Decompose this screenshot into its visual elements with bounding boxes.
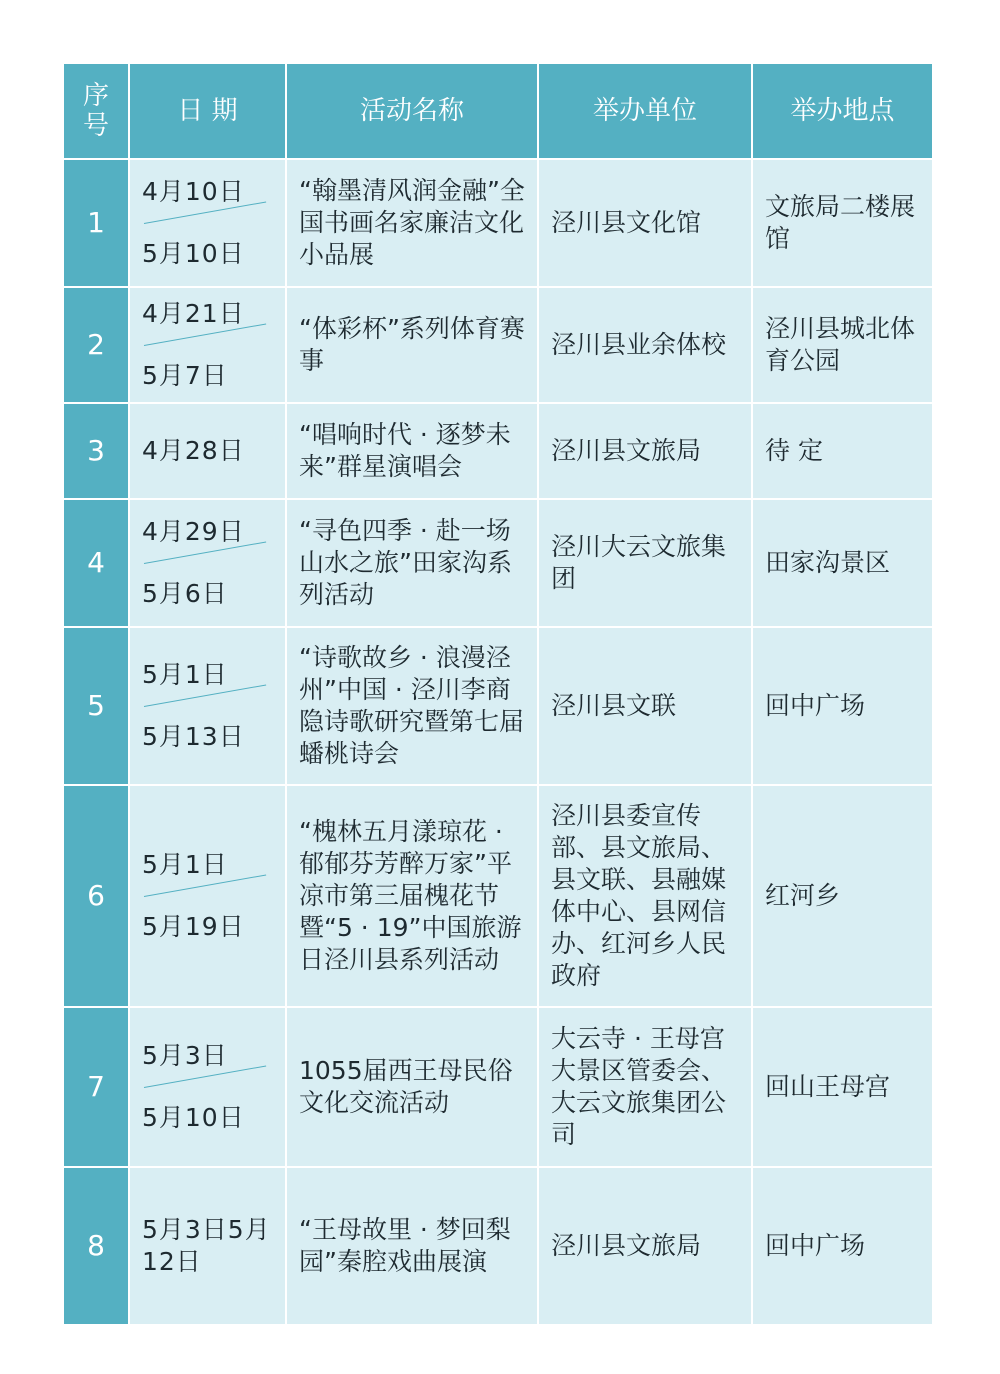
table-row [63,785,933,1007]
date-start: 5月3日 [142,1041,228,1070]
event-schedule-table [62,62,934,1326]
date-start: 4月21日 [142,299,245,328]
date-end: 5月19日 [142,912,245,941]
date-end: 5月10日 [142,1103,245,1132]
venue: 田家沟景区 [752,499,933,627]
date-end: 5月13日 [142,722,245,751]
organizer: 泾川大云文旅集团 [538,499,752,627]
organizer: 泾川县文旅局 [538,403,752,499]
organizer: 泾川县文联 [538,627,752,785]
activity-name: “翰墨清风润金融”全国书画名家廉洁文化小品展 [286,159,538,287]
date-cell [129,785,286,1007]
table-row [63,1167,933,1325]
header-date: 日 期 [129,63,286,159]
table-row [63,627,933,785]
header-activity-name: 活动名称 [286,63,538,159]
organizer: 泾川县委宣传部、县文旅局、县文联、县融媒体中心、县网信办、红河乡人民政府 [538,785,752,1007]
date-end: 5月10日 [142,239,245,268]
activity-name: “槐林五月漾琼花 ·郁郁芬芳醉万家”平凉市第三届槐花节暨“5 · 19”中国旅游日泾川县系列活动 [286,785,538,1007]
venue: 回中广场 [752,1167,933,1325]
venue: 待 定 [752,403,933,499]
date-cell [129,1167,286,1325]
date-end: 5月6日 [142,579,228,608]
activity-name: 1055届西王母民俗文化交流活动 [286,1007,538,1167]
row-number: 7 [63,1007,129,1167]
organizer: 泾川县文化馆 [538,159,752,287]
row-number: 4 [63,499,129,627]
activity-name: “王母故里 · 梦回梨园”秦腔戏曲展演 [286,1167,538,1325]
date-cell [129,403,286,499]
date-start: 5月3日5月12日 [142,1215,271,1276]
header-organizer: 举办单位 [538,63,752,159]
row-number: 8 [63,1167,129,1325]
date-start: 5月1日 [142,660,228,689]
activity-name: “唱响时代 · 逐梦未来”群星演唱会 [286,403,538,499]
organizer: 泾川县业余体校 [538,287,752,403]
date-cell [129,1007,286,1167]
venue: 文旅局二楼展馆 [752,159,933,287]
activity-name: “诗歌故乡 · 浪漫泾州”中国 · 泾川李商隐诗歌研究暨第七届蟠桃诗会 [286,627,538,785]
date-cell [129,499,286,627]
table-row [63,403,933,499]
date-cell [129,287,286,403]
table-row [63,499,933,627]
row-number: 2 [63,287,129,403]
date-end: 5月7日 [142,361,228,390]
row-number: 1 [63,159,129,287]
table-header [63,63,933,159]
venue: 回山王母宫 [752,1007,933,1167]
table-row [63,159,933,287]
date-start: 4月29日 [142,517,245,546]
organizer: 大云寺 · 王母宫大景区管委会、大云文旅集团公司 [538,1007,752,1167]
header-row [63,63,933,159]
venue: 红河乡 [752,785,933,1007]
header-venue: 举办地点 [752,63,933,159]
header-seq: 序号 [63,63,129,159]
venue: 回中广场 [752,627,933,785]
organizer: 泾川县文旅局 [538,1167,752,1325]
table-row [63,287,933,403]
activity-name: “寻色四季 · 赴一场山水之旅”田家沟系列活动 [286,499,538,627]
activity-name: “体彩杯”系列体育赛事 [286,287,538,403]
table-row [63,1007,933,1167]
row-number: 6 [63,785,129,1007]
venue: 泾川县城北体育公园 [752,287,933,403]
row-number: 3 [63,403,129,499]
date-cell [129,159,286,287]
row-number: 5 [63,627,129,785]
date-cell [129,627,286,785]
table-body [63,159,933,1325]
date-start: 4月28日 [142,436,245,465]
date-start: 4月10日 [142,177,245,206]
date-start: 5月1日 [142,850,228,879]
